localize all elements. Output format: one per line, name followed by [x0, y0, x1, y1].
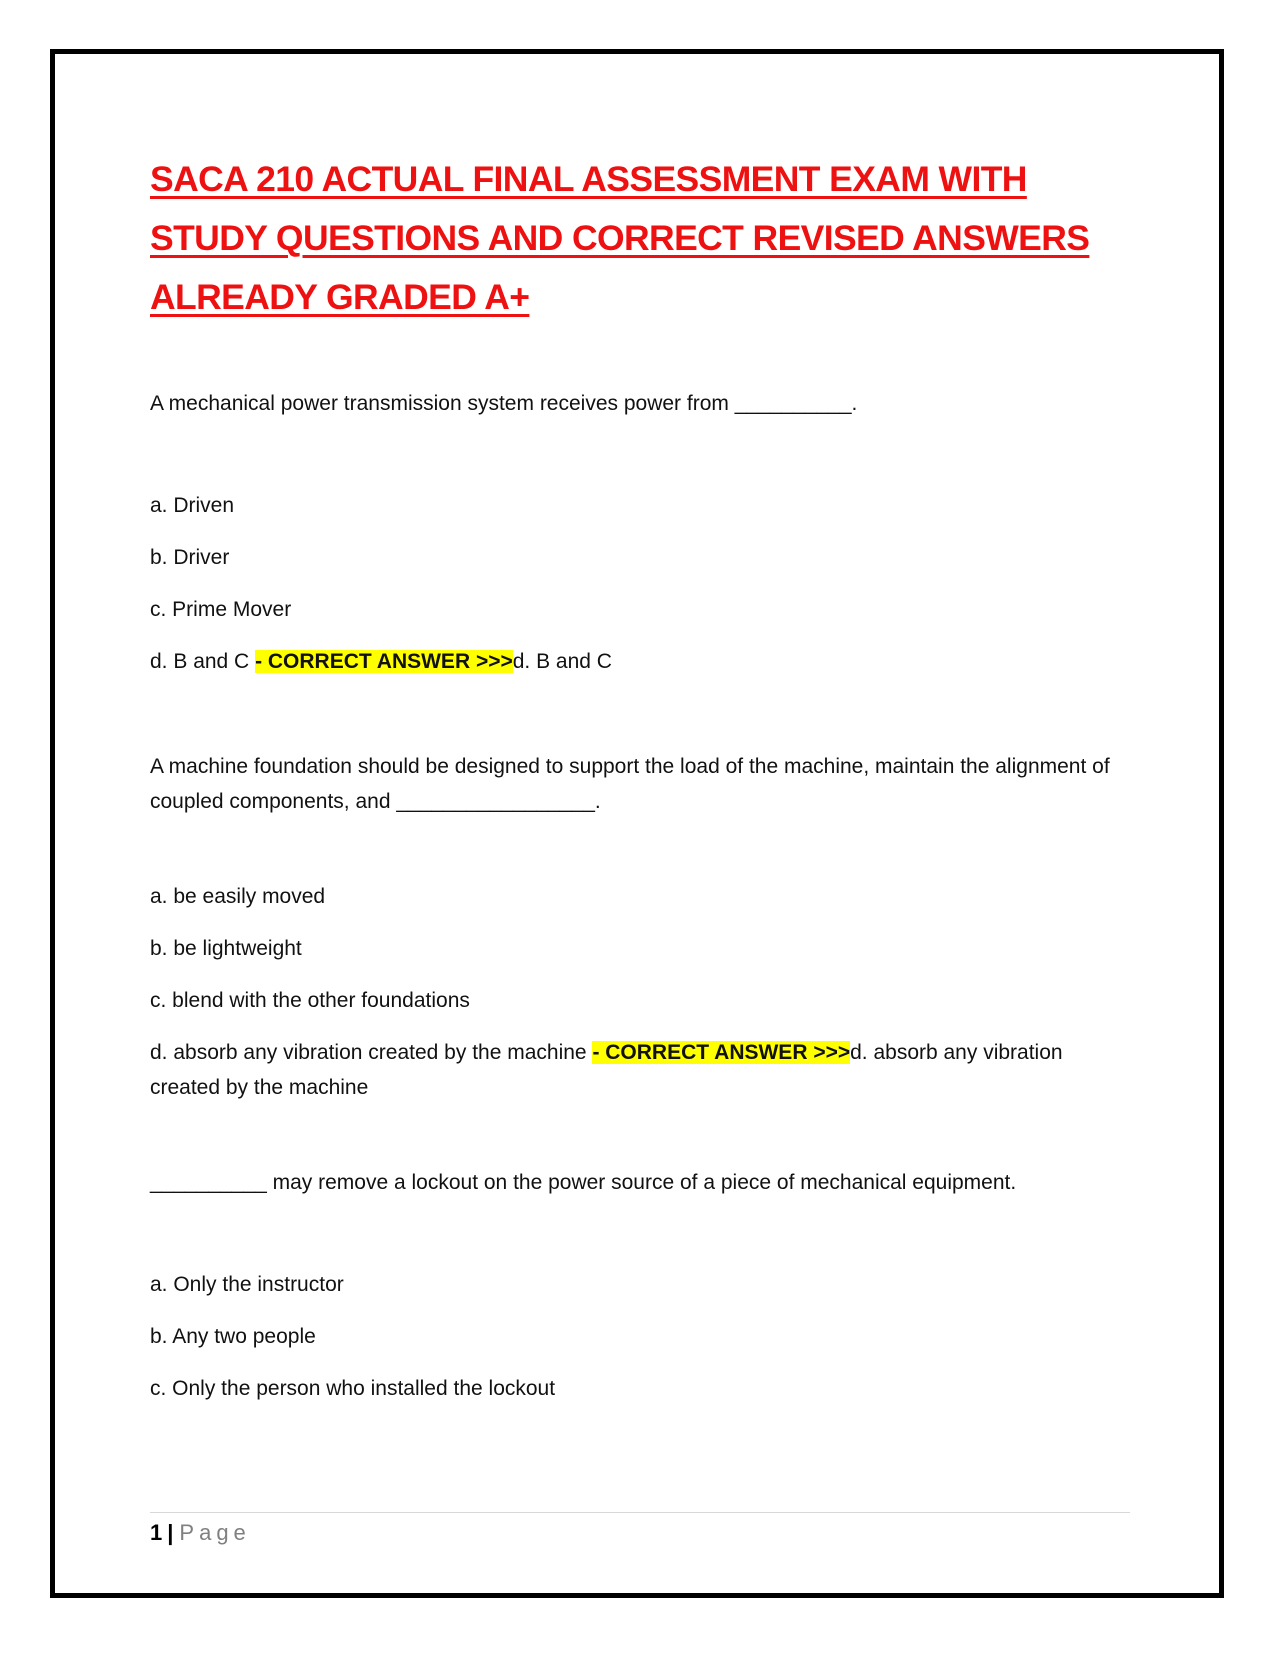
document-body [150, 150, 1130, 1423]
option-item: a. be easily moved [150, 885, 326, 908]
question-text: __________ may remove a lockout on the power source of a piece of mechanical equipment. [150, 1171, 1017, 1194]
option-item: c. blend with the other foundations [150, 989, 470, 1012]
option-item: c. Only the person who installed the lockout [150, 1377, 556, 1400]
option-item: b. Driver [150, 546, 230, 569]
correct-answer-marker: - CORRECT ANSWER >>> [592, 1041, 851, 1064]
option-list [150, 1267, 1130, 1406]
correct-answer-marker: - CORRECT ANSWER >>> [255, 650, 513, 673]
page-label: Page [179, 1520, 251, 1545]
document-title: SACA 210 ACTUAL FINAL ASSESSMENT EXAM WITH STUDY QUESTIONS AND CORRECT REVISED ANSWERS ALREADY GRADED A+ [150, 159, 1090, 317]
question-text: A machine foundation should be designed to support the load of the machine, maintain the alignment of coupled components, and _________________. [150, 755, 1110, 813]
option-item: b. Any two people [150, 1325, 316, 1348]
option-list [150, 879, 1130, 1105]
option-item: c. Prime Mover [150, 598, 292, 621]
option-item: b. be lightweight [150, 937, 302, 960]
footer-divider [150, 1512, 1130, 1513]
correct-answer-text: d. absorb any vibration created by the machine [150, 1041, 1063, 1099]
option-item: a. Driven [150, 494, 235, 517]
page-number: 1 [150, 1520, 163, 1545]
option-item-correct: d. absorb any vibration created by the machine - CORRECT ANSWER >>>d. absorb any vibration created by the machine [150, 1041, 1063, 1099]
correct-answer-text: d. B and C [512, 650, 612, 673]
option-item-correct: d. B and C - CORRECT ANSWER >>>d. B and C [150, 650, 612, 673]
page-footer [150, 1518, 251, 1548]
footer-separator: | [167, 1520, 174, 1545]
option-list [150, 488, 1130, 679]
option-item: a. Only the instructor [150, 1273, 344, 1296]
question-text: A mechanical power transmission system receives power from __________. [150, 392, 858, 415]
